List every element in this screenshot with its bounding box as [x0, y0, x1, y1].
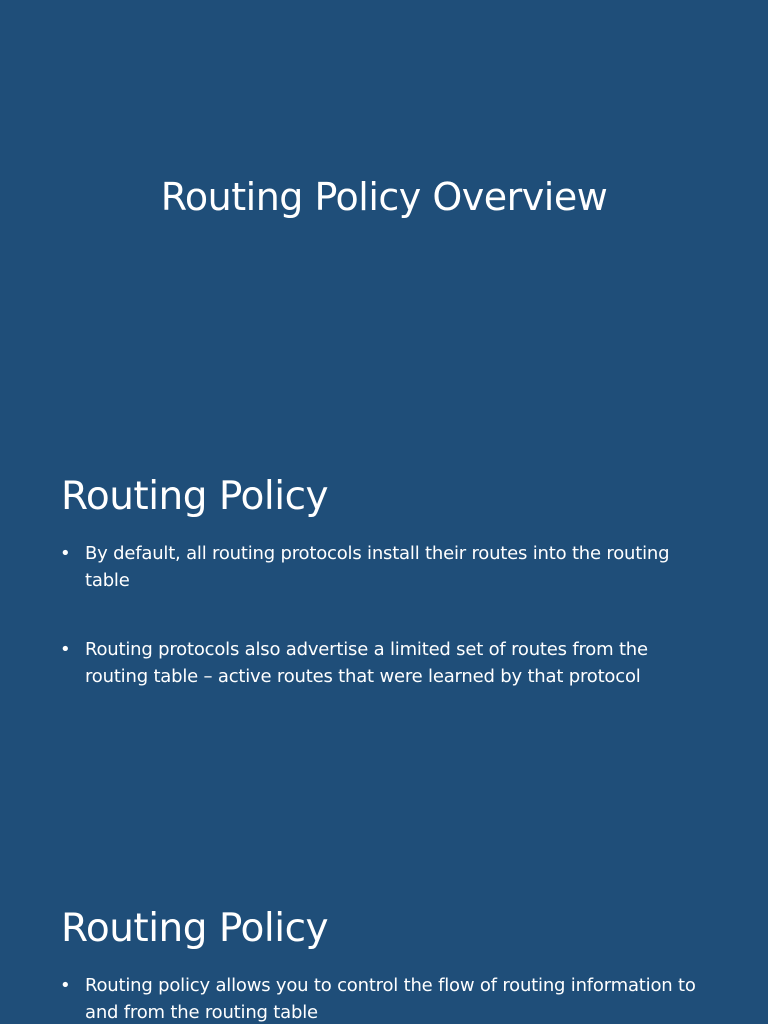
bullet-item — [60, 972, 710, 1024]
bullet-item — [60, 636, 710, 690]
bullet-list — [60, 540, 710, 690]
bullet-item — [60, 540, 710, 594]
bullet-text: Routing policy allows you to control the flow of routing information to and from the routing table — [85, 975, 696, 1023]
presentation-title: Routing Policy Overview — [160, 175, 608, 219]
slide-heading: Routing Policy — [61, 906, 329, 951]
bullet-list — [60, 972, 710, 1024]
bullet-text: Routing protocols also advertise a limited set of routes from the routing table – active routes that were learned by that protocol — [85, 639, 648, 687]
bullet-icon: • — [60, 975, 71, 996]
slide-routing-policy-1 — [0, 432, 768, 864]
bullet-text: By default, all routing protocols install their routes into the routing table — [85, 543, 670, 591]
slide-routing-policy-2 — [0, 864, 768, 1024]
bullet-icon: • — [60, 639, 71, 660]
bullet-icon: • — [60, 543, 71, 564]
slide-title — [0, 0, 768, 432]
slide-heading: Routing Policy — [61, 474, 329, 519]
